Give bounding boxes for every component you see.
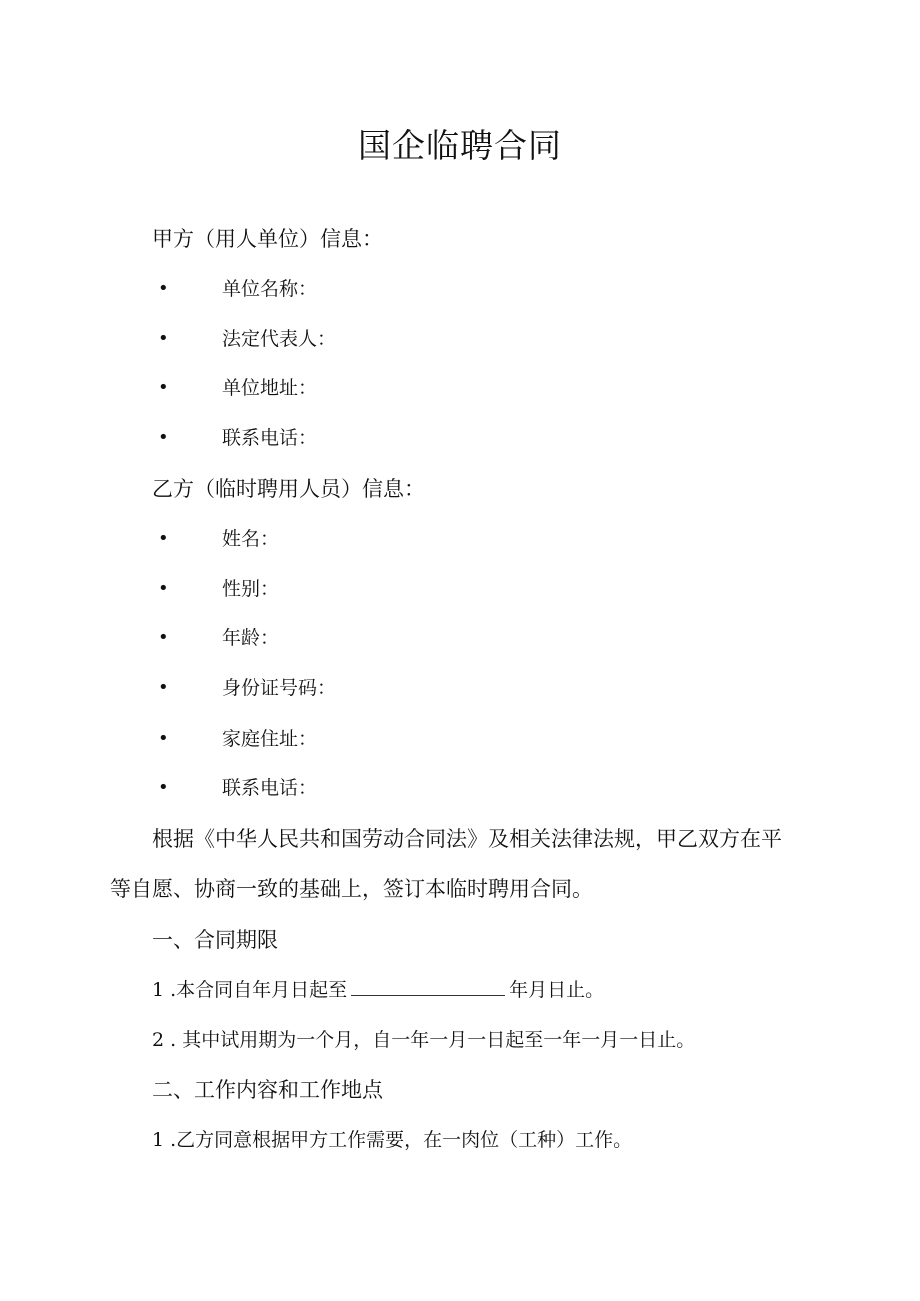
party-a-phone-label: 联系电话：	[222, 427, 318, 449]
party-b-heading: 乙方（临时聘用人员）信息：	[152, 477, 425, 501]
party-a-unit-name-label: 单位名称：	[222, 278, 318, 300]
intro-line-1: 根据《中华人民共和国劳动合同法》及相关法律法规，甲乙双方在平	[152, 827, 782, 851]
section-1-clause-2: 2 . 其中试用期为一个月，自一年一月一日起至一年一月一日止。	[152, 1029, 696, 1051]
bullet-marker: •	[158, 328, 169, 349]
bullet-marker: •	[158, 677, 169, 698]
party-a-heading: 甲方（用人单位）信息：	[152, 227, 383, 251]
party-b-item	[0, 574, 920, 604]
bullet-marker: •	[158, 578, 169, 599]
party-a-item	[0, 423, 920, 453]
party-b-age-label: 年龄：	[222, 627, 280, 649]
section-2-clause-1: 1 .乙方同意根据甲方工作需要，在一肉位（工种）工作。	[152, 1129, 633, 1151]
party-b-item	[0, 673, 920, 703]
party-a-address-label: 单位地址：	[222, 377, 318, 399]
party-b-item	[0, 524, 920, 554]
party-b-phone-label: 联系电话：	[222, 777, 318, 799]
intro-line-2: 等自愿、协商一致的基础上，签订本临时聘用合同。	[110, 877, 593, 901]
bullet-marker: •	[158, 427, 169, 448]
blank-fill-line	[351, 975, 505, 996]
party-a-item	[0, 373, 920, 403]
party-a-legal-rep-label: 法定代表人：	[222, 328, 337, 350]
party-a-item	[0, 324, 920, 354]
bullet-marker: •	[158, 777, 169, 798]
bullet-marker: •	[158, 377, 169, 398]
party-b-item	[0, 773, 920, 803]
bullet-marker: •	[158, 627, 169, 648]
party-b-item	[0, 724, 920, 754]
bullet-marker: •	[158, 278, 169, 299]
section-1-heading: 一、合同期限	[152, 928, 278, 952]
bullet-marker: •	[158, 528, 169, 549]
clause-1-text-end: 年月日止。	[509, 979, 605, 1001]
party-b-gender-label: 性别：	[222, 578, 280, 600]
party-b-name-label: 姓名：	[222, 528, 280, 550]
party-a-item	[0, 274, 920, 304]
party-b-item	[0, 623, 920, 653]
section-2-heading: 二、工作内容和工作地点	[152, 1078, 383, 1102]
section-1-clause-1	[152, 975, 604, 1005]
document-title: 国企临聘合同	[358, 126, 562, 165]
clause-1-text-start: 1 .本合同自年月日起至	[152, 979, 348, 1001]
bullet-marker: •	[158, 728, 169, 749]
party-b-home-address-label: 家庭住址：	[222, 728, 318, 750]
party-b-id-label: 身份证号码：	[222, 677, 337, 699]
